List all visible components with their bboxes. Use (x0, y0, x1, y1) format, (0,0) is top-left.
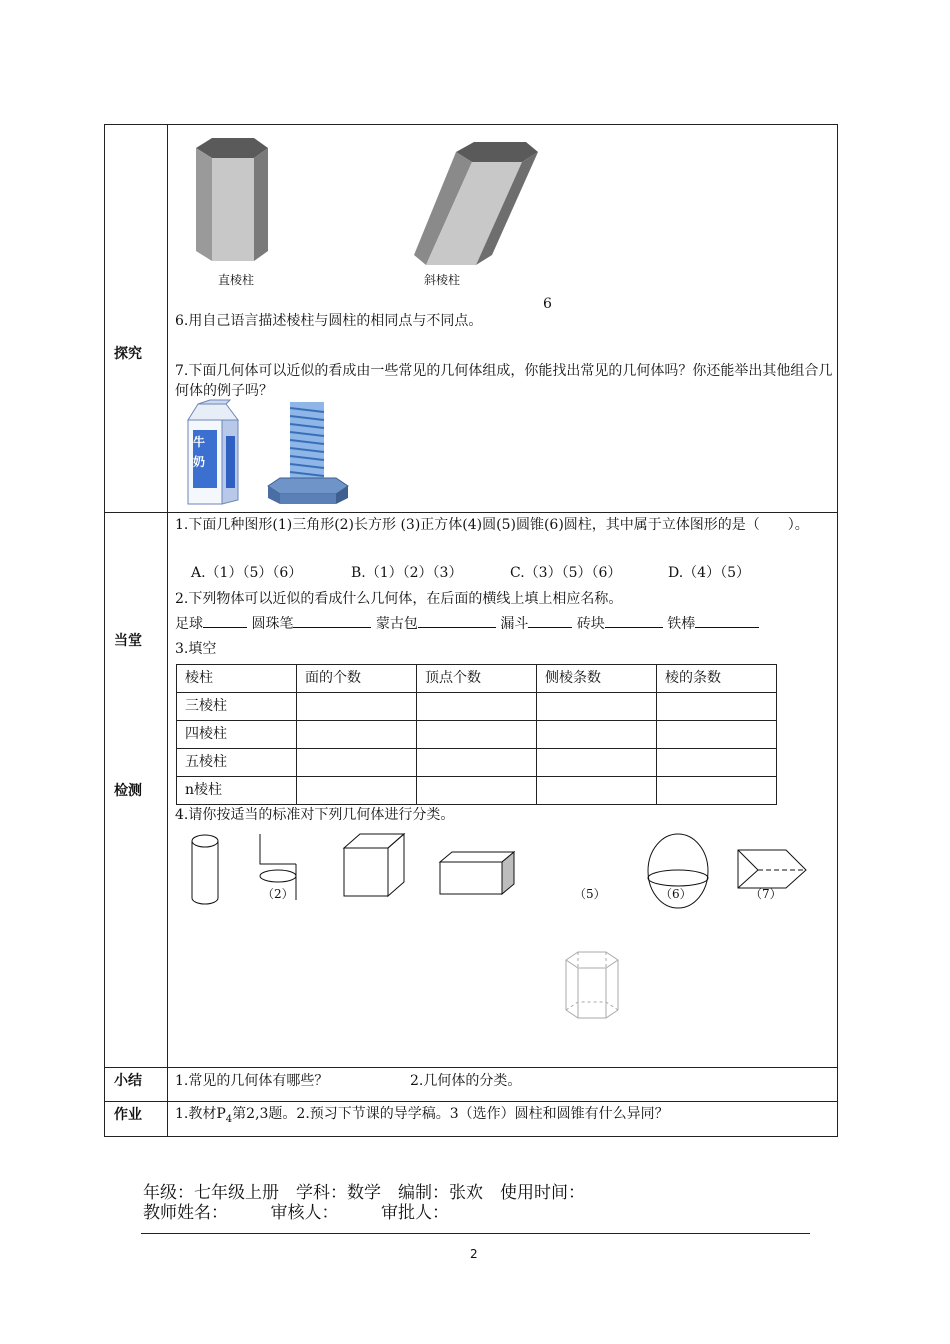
q2-blank-funnel[interactable] (528, 613, 572, 628)
right-prism-figure (192, 136, 272, 264)
table-header: 棱柱 (177, 665, 297, 693)
page-number: 2 (470, 1247, 478, 1261)
milk-carton-label: 牛奶 (193, 435, 206, 469)
summary-item-1: 1.常见的几何体有哪些？ (175, 1073, 329, 1089)
row-divider-summary (104, 1101, 838, 1102)
section-label-summary: 小结 (114, 1073, 142, 1089)
table-bottom-border (104, 1136, 838, 1137)
table-cell[interactable] (537, 777, 657, 805)
practice-question-1: 1.下面几种图形(1)三角形(2)长方形 (3)正方体(4)圆(5)圆锥(6)圆柱，其中属于立体图形的是（ ）。 (175, 517, 809, 533)
homework-text: 1.教材$P_4$第2,3题。2.预习下节课的导学稿。3（选作）圆柱和圆锥有什么异同？ (175, 1106, 669, 1125)
prism-label-right: 直棱柱 (218, 273, 255, 287)
table-header-row (177, 665, 777, 693)
table-cell[interactable] (297, 777, 417, 805)
table-cell[interactable] (537, 693, 657, 721)
homework-page-subscript: 4 (225, 1113, 233, 1125)
cylinder-shape (190, 834, 220, 906)
q2-blank-football[interactable] (203, 613, 247, 628)
table-cell[interactable] (657, 693, 777, 721)
table-cell[interactable] (297, 693, 417, 721)
q1-option-c: C.（3）（5）（6） (510, 565, 622, 581)
table-row (177, 721, 777, 749)
q1-option-b: B.（1）（2）（3） (351, 565, 463, 581)
table-column-divider (167, 124, 168, 1137)
section-label-explore: 探究 (114, 346, 142, 362)
prism-label-oblique: 斜棱柱 (424, 273, 461, 287)
table-row (177, 749, 777, 777)
table-top-border (104, 124, 838, 125)
table-row (177, 777, 777, 805)
row-divider-practice (104, 1067, 838, 1068)
question-7: 7.下面几何体可以近似的看成由一些常见的几何体组成，你能找出常见的几何体吗？你还能举出其他组合几何体的例子吗？ (175, 363, 833, 399)
table-cell[interactable] (297, 749, 417, 777)
q2-item-funnel: 漏斗 (500, 616, 529, 632)
stray-mark: 6 (543, 296, 552, 312)
q2-blank-brick[interactable] (605, 613, 663, 628)
table-row (177, 693, 777, 721)
q1-option-d: D.（4）（5） (668, 565, 750, 581)
section-label-practice-2: 检测 (114, 783, 142, 799)
q2-blank-yurt[interactable] (418, 613, 496, 628)
table-right-border (837, 124, 838, 1137)
milk-carton-figure (182, 400, 244, 508)
practice-question-3: 3.填空 (175, 641, 217, 657)
q2-item-iron-bar: 铁棒 (667, 616, 696, 632)
oblique-prism-figure (412, 140, 542, 270)
table-cell[interactable] (657, 749, 777, 777)
shape-label-6: （6） (660, 887, 692, 901)
cuboid-shape (436, 850, 518, 898)
footer-line-1: 年级：七年级上册 学科：数学 编制：张欢 使用时间： (143, 1183, 585, 1203)
table-header: 顶点个数 (417, 665, 537, 693)
row-label: 五棱柱 (177, 749, 297, 777)
table-header: 侧棱条数 (537, 665, 657, 693)
question-6: 6.用自己语言描述棱柱与圆柱的相同点与不同点。 (175, 313, 483, 329)
q2-fill-line (175, 613, 759, 634)
table-cell[interactable] (417, 777, 537, 805)
table-cell[interactable] (417, 721, 537, 749)
hexagonal-prism-shape (562, 950, 622, 1022)
practice-question-4: 4.请你按适当的标准对下列几何体进行分类。 (175, 807, 455, 823)
table-cell[interactable] (657, 721, 777, 749)
footer-line-2: 教师姓名： 审核人： 审批人： (143, 1203, 449, 1223)
row-label: 三棱柱 (177, 693, 297, 721)
shape-label-7: （7） (750, 887, 782, 901)
row-label: n棱柱 (177, 777, 297, 805)
row-label: 四棱柱 (177, 721, 297, 749)
table-cell[interactable] (417, 693, 537, 721)
q2-item-pen: 圆珠笔 (251, 616, 294, 632)
shape-label-2: （2） (262, 887, 294, 901)
table-header: 面的个数 (297, 665, 417, 693)
q2-item-brick: 砖块 (576, 616, 605, 632)
section-label-practice-1: 当堂 (114, 633, 142, 649)
table-cell[interactable] (417, 749, 537, 777)
table-cell[interactable] (537, 749, 657, 777)
table-header: 棱的条数 (657, 665, 777, 693)
q2-item-yurt: 蒙古包 (375, 616, 418, 632)
cube-shape (340, 832, 410, 900)
bolt-figure (266, 402, 350, 506)
prism-fill-table (176, 664, 777, 805)
table-cell[interactable] (657, 777, 777, 805)
summary-item-2: 2.几何体的分类。 (410, 1073, 522, 1089)
q2-item-football: 足球 (175, 616, 203, 632)
table-left-border (104, 124, 105, 1137)
section-label-homework: 作业 (114, 1107, 142, 1123)
q2-blank-iron-bar[interactable] (695, 613, 759, 628)
table-cell[interactable] (297, 721, 417, 749)
q2-blank-pen[interactable] (293, 613, 371, 628)
q1-option-a: A.（1）（5）（6） (191, 565, 303, 581)
footer-rule (141, 1233, 810, 1234)
shape-label-5: （5） (574, 887, 606, 901)
table-cell[interactable] (537, 721, 657, 749)
practice-question-2: 2.下列物体可以近似的看成什么几何体，在后面的横线上填上相应名称。 (175, 591, 623, 607)
